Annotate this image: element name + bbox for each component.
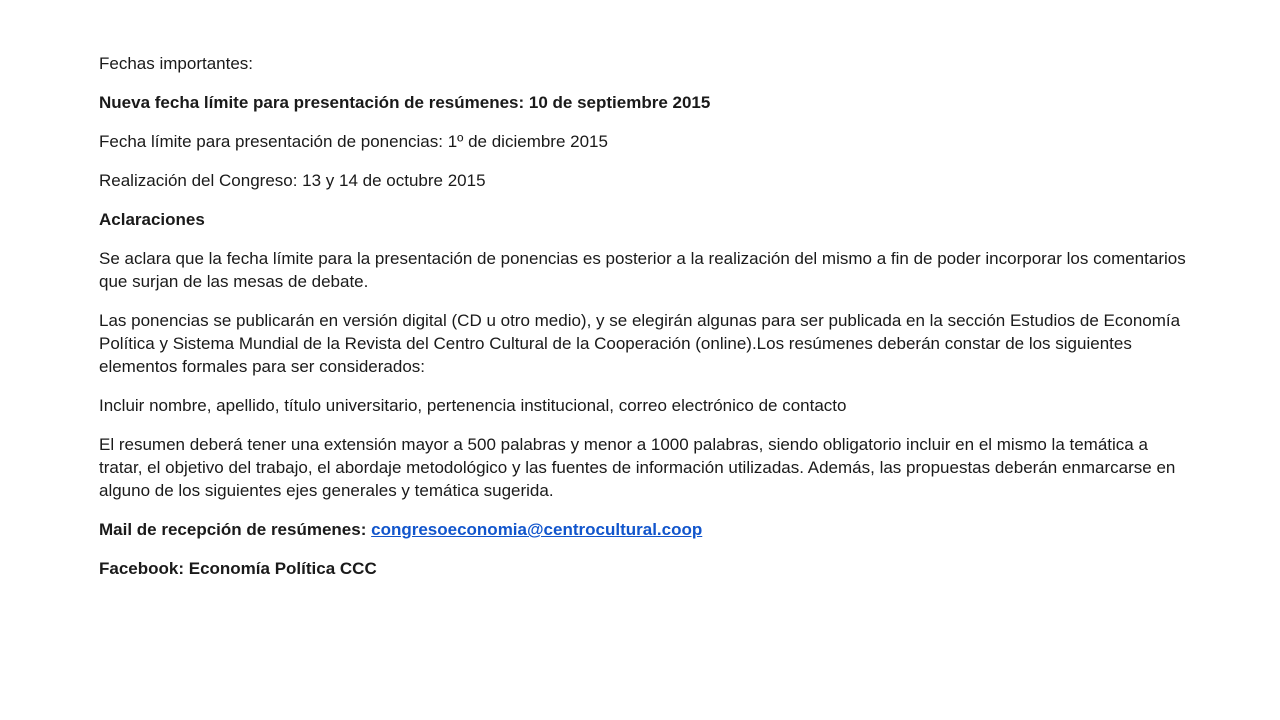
papers-deadline: Fecha límite para presentación de ponencias: 1º de diciembre 2015 <box>99 132 608 151</box>
requirements-paragraph: Incluir nombre, apellido, título universitario, pertenencia institucional, correo electrónico de contacto <box>99 396 847 415</box>
facebook-line: Facebook: Economía Política CCC <box>99 559 377 578</box>
clarification-paragraph-2: Las ponencias se publicarán en versión digital (CD u otro medio), y se elegirán algunas para ser publicada en la sección Estudios de Economía Política y Sistema Mundial de la Revista del Centro Cultural de la Cooperación (online).Los resúmenes deberán constar de los siguientes elementos formales para ser considerados: <box>99 311 1181 376</box>
abstract-rules-paragraph: El resumen deberá tener una extensión mayor a 500 palabras y menor a 1000 palabras, siendo obligatorio incluir en el mismo la temática a tratar, el objetivo del trabajo, el abordaje metodológico y las fuentes de información utilizadas. Además, las propuestas deberán enmarcarse en alguno de los siguientes ejes generales y temática sugerida. <box>99 435 1176 500</box>
important-dates-heading: Fechas importantes: <box>99 54 254 73</box>
email-link[interactable]: congresoeconomia@centrocultural.coop <box>371 520 703 539</box>
mail-line <box>99 518 1189 541</box>
abstracts-deadline: Nueva fecha límite para presentación de resúmenes: 10 de septiembre 2015 <box>99 93 711 112</box>
mail-label: Mail de recepción de resúmenes: <box>99 520 372 539</box>
clarifications-title: Aclaraciones <box>99 210 205 229</box>
congress-dates: Realización del Congreso: 13 y 14 de octubre 2015 <box>99 171 486 190</box>
clarification-paragraph-1: Se aclara que la fecha límite para la presentación de ponencias es posterior a la realización del mismo a fin de poder incorporar los comentarios que surjan de las mesas de debate. <box>99 249 1186 291</box>
slide-content <box>99 52 1189 596</box>
